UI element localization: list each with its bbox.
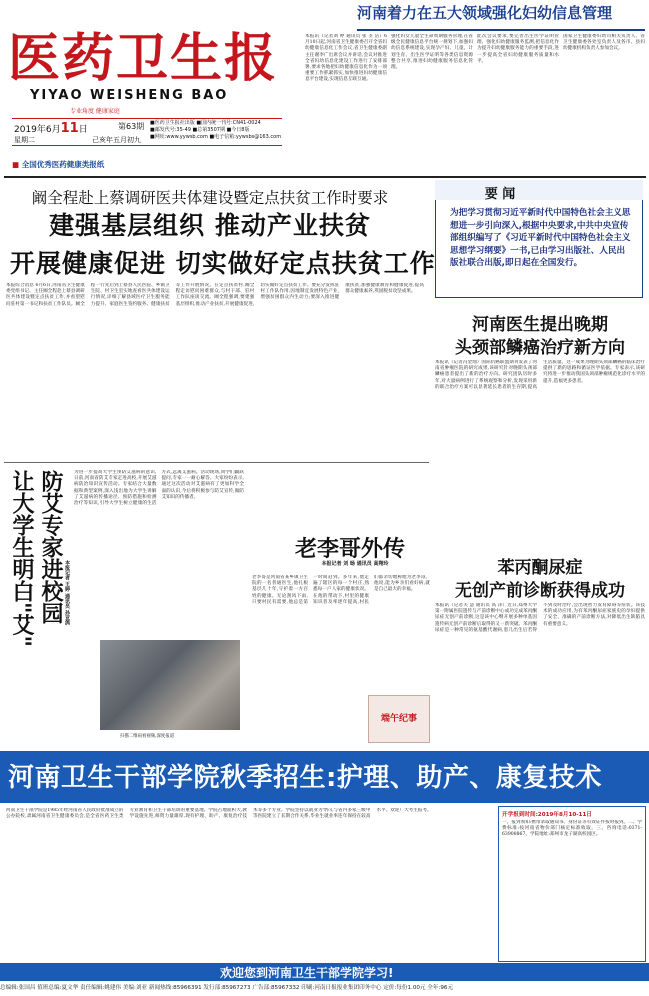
lead-headline-1: 建强基层组织 推动产业扶贫	[49, 211, 371, 240]
side-headline-2: 让大学生明白"艾"	[9, 470, 34, 647]
top-story-col-1: 本报讯（记者刘 婷 通讯员 张 圣 洁）6月10日起,河南省卫生健康委召开全省妇幼健康信息化工作会议,省卫生健康委副主任谢李广出席会议并讲话,会议对推进全省妇幼信息化建设工作进行了安排部署,要求各地把妇幼健康信息化作为一项重要工作抓紧抓实,加快推进妇幼健康信息平台建设,实现信息互联互通。	[305, 34, 387, 83]
side-body: 为进一步提高大学生预防艾滋病的意识,日前,河南省防艾专家走进高校,开展艾滋病防治知识宣传活动。专家结合大量数据和典型案例,深入浅出地为大学生讲解了艾滋病的传播途径、预防措施和检测治疗等知识,引导大学生树立健康的生活方式,远离艾滋病。活动现场,同学们踊跃提问,专家一一耐心解答。大家纷纷表示,通过这次活动对艾滋病有了更加科学全面的认识,今后将积极参与防艾宣传,做防艾知识的传播者。	[74, 470, 244, 507]
masthead-pinyin: YIYAO WEISHENG BAO	[30, 88, 229, 103]
issue-date: 2019年6月11日	[14, 121, 88, 136]
top-headline: 河南着力在五大领域强化妇幼信息管理	[357, 4, 613, 22]
school-banner-text: 河南卫生干部学院秋季招生:护理、助产、康复技术	[8, 763, 602, 793]
yaowen-body: 为把学习贯彻习近平新时代中国特色社会主义思想进一步引向深入,根据中央要求,中共中央宣传部组织编写了《习近平新时代中国特色社会主义思想学习纲要》一书,已由学习出版社、人民出版社联合出版,即日起在全国发行。	[450, 208, 631, 268]
zongzi-illustration	[368, 695, 430, 743]
middle-divider	[4, 462, 429, 463]
page-footer: 总编辑:张国昌 值班总编:夏文华 责任编辑:姚建伟 美编:刘亚 新闻热线:85966391 发行部:85967273 广告部:85967332 印刷:河南日报报业集团印务中心 定价:每份1.00元 全年:96元	[0, 985, 454, 991]
welcome-text: 欢迎您到河南卫生干部学院学习!	[220, 966, 394, 980]
publication-info: ■医药卫生报社出版 ■国内统一刊号:CN41-0024 ■邮发代号:35-49 ■总第3507期 ■今日8版 ■网址:www.yywsb.com ■电子信箱:yywsbs@163.com	[150, 120, 282, 140]
tagline-bar	[12, 152, 302, 169]
section-divider	[4, 176, 646, 178]
laoli-title: 老李哥外传	[294, 537, 405, 562]
issue-weekday: 星期二	[14, 136, 35, 144]
tagline-bullet: ■	[12, 160, 22, 169]
issue-number: 第63期	[118, 122, 145, 131]
doctor-headline-1: 河南医生提出晚期	[472, 315, 608, 335]
laoli-body: 老李哥是河南省某乡镇卫生院的一名普通医生,他扎根基层几十年,守护着一方百姓的健康。无论刮风下雨,只要村民有需要,他总是第一时间赶到。多年来,他走遍了辖区的每一个村庄,熟悉每一户人家的健康状况。在他的带动下,村里的健康知识普及率逐年提高,村民们都亲切地称他为老李哥。他说,能为乡亲们看好病,就是自己最大的幸福。	[252, 575, 430, 605]
renji-headline-1: 苯丙酮尿症	[497, 558, 583, 578]
top-story-col-3: 此次会议要求,要完善出生医学证明管理、强化妇幼健康服务监测,把信息化作为提升妇幼健康服务能力的重要手段,进一步提高全省妇幼健康服务质量和水平。	[477, 34, 559, 64]
zongzi-label: 端午纪事	[380, 714, 417, 724]
renji-headline-2: 无创产前诊断获得成功	[455, 581, 625, 601]
laoli-byline: 本报记者 刘 旸 通讯员 高翔玲	[321, 561, 389, 567]
photo-caption: 扫描二维码看视频,深度报道	[120, 734, 175, 739]
doctor-headline-2: 头颈部鳞癌治疗新方向	[455, 338, 625, 358]
lead-kicker: 阚全程赴上蔡调研医共体建设暨定点扶贫工作时要求	[31, 189, 389, 207]
top-story-col-2: 强化妇女儿童全生命周期服务管理,在省级全民健康信息平台统一规划下,加强妇幼信息系统建设,实现孕产妇、儿童、计划生育、出生医学证明等各类信息资源整合共享,推进妇幼健康服务信息化管理。	[391, 34, 473, 71]
doctor-body: 本报讯（记者冯金灿）国际抗癌联盟期刊发表了河南省肿瘤医院的研究成果,该研究针对晚期头颈部鳞癌患者提出了新的治疗方向。研究团队历时多年,对大量病例进行了系统观察和分析,发现采用新的联合治疗方案可以显著延长患者的生存期,提高生活质量。这一成果为晚期头颈部鳞癌的临床治疗提供了新的思路和循证医学依据。专家表示,该研究将进一步推动我国头颈部肿瘤规范化诊疗水平的提升,造福更多患者。	[435, 360, 645, 390]
issue-lunar-date: 己亥年五月初九	[92, 136, 141, 144]
side-headline-1: 防艾专家进校园	[38, 470, 63, 624]
tagline-text: 全国优秀医药健康类报纸	[21, 160, 105, 169]
top-story-col-4: 国家卫生健康委妇幼司相关负责人、省卫生健康委各处室负责人及各市、县妇幼健康机构负责人参加会议。	[563, 34, 645, 52]
masthead-slogan: 专业角度 健康家庭	[70, 108, 120, 115]
masthead-logo: 医药卫生报	[8, 28, 279, 89]
doctor-photo	[100, 640, 240, 730]
school-sidebox-body: 一、报到须知:携带录取通知书、身份证等有效证件按时报到。二、学费标准:按河南省物价部门核定标准收取。三、咨询电话:0371-63908867。学院地址:郑州市龙子湖高校园区。	[502, 820, 642, 838]
yaowen-title: 要 闻	[484, 187, 516, 202]
lead-body: 本报综合消息 6月6日,河南省卫生健康委党组书记、主任阚全程赴上蔡县调研医共体建设暨定点扶贫工作,并看望慰问驻村第一书记和扶贫工作队员。阚全程一行先后到上蔡县人民医院、乡镇卫生院、村卫生室实地查看医共体建设运行情况,详细了解县域医疗卫生服务能力提升、家庭医生签约服务、健康扶贫等工作开展情况。在定点扶贫村,阚全程走访慰问困难群众,与村干部、驻村工作队座谈交流。阚全程强调,要建强基层组织,推动产业扶贫,开展健康促进,切实做好定点扶贫工作。要充分发挥驻村工作队作用,因地制宜发展特色产业,增强贫困群众内生动力;要深入推进健康扶贫,加强健康教育和健康促进,提高群众健康素养,巩固脱贫攻坚成果。	[6, 283, 424, 307]
renji-body: 本报讯（记者关 慧 通讯员 高 泽）近日,郑州大学第一附属医院遗传与产前诊断中心成功完成苯丙酮尿症无创产前诊断,这是该中心继开展多种单基因遗传病无创产前诊断后取得的又一新突破。苯丙酮尿症是一种常见的氨基酸代谢病,患儿出生后若得不到及时治疗,会出现智力发育障碍等症状。该技术的成功应用,为有苯丙酮尿症家族史的孕妇提供了安全、准确的产前诊断方法,对降低出生缺陷具有重要意义。	[435, 603, 645, 633]
top-headline-rule	[357, 29, 645, 31]
side-byline: 本报记者 王婷 通讯员 孙亚鸽	[64, 560, 70, 626]
school-body: 河南卫生干部学院是1985年经河南省人民政府批准成立的公办院校,隶属河南省卫生健康委员会,是全省医药卫生类专业教育和卫生干部培训的重要基地。学院占地面积大,教学设施先进,师资力量雄厚,现有护理、助产、康复治疗技术等多个专业。学院坚持以就业为导向,与省内多家三级甲等医院建立了长期合作关系,毕业生就业率连年保持在较高水平。欢迎广大考生报考。	[6, 808, 432, 820]
lead-headline-2: 开展健康促进 切实做好定点扶贫工作	[10, 249, 436, 278]
school-sidebox-title: 开学报到时间:2019年8月10-11日	[502, 812, 592, 818]
